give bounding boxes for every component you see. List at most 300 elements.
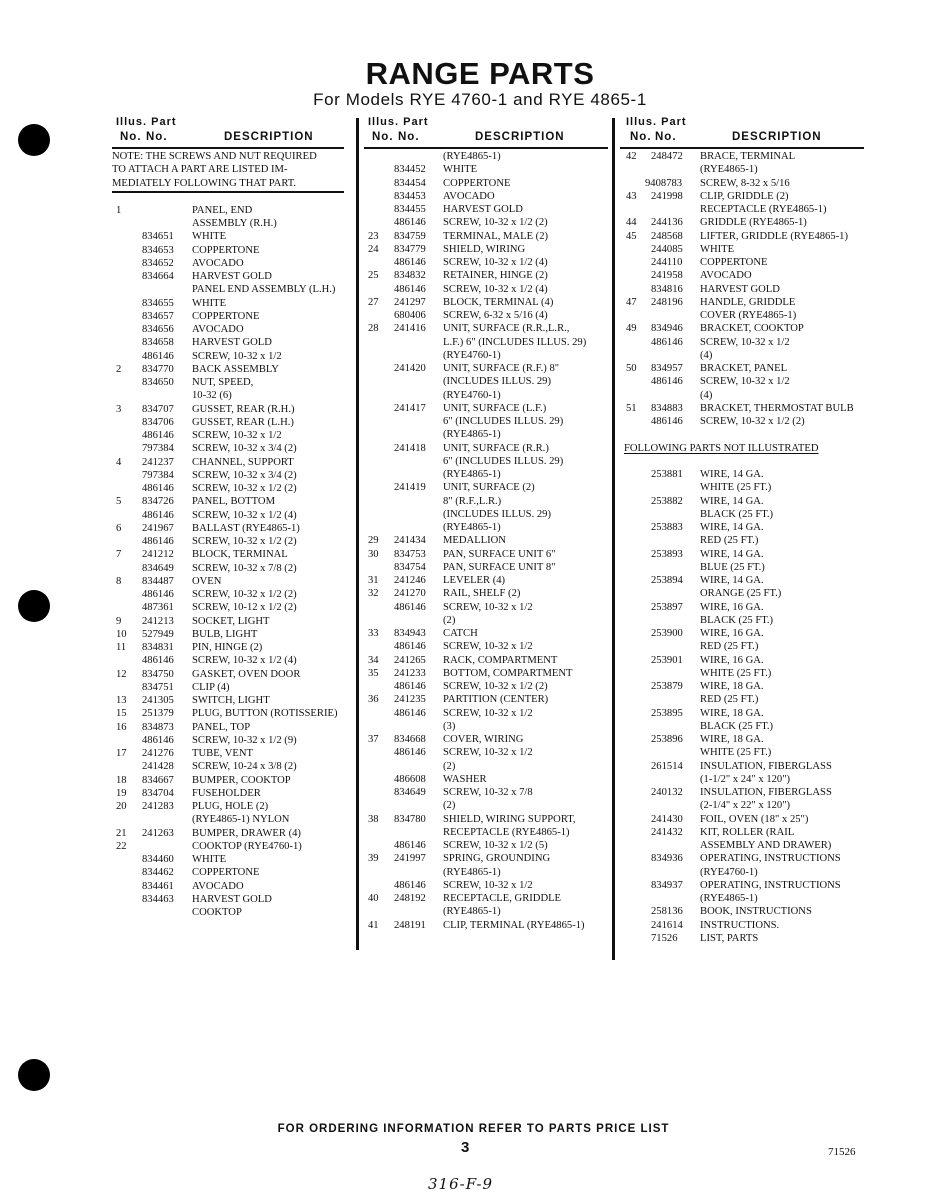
part-number: 834650: [142, 377, 174, 388]
table-row: [620, 601, 870, 614]
part-description: (INCLUDES ILLUS. 29): [443, 376, 551, 388]
part-description: L.F.) 6" (INCLUDES ILLUS. 29): [443, 336, 587, 348]
part-description: (2-1/4" x 22" x 120"): [700, 800, 791, 812]
table-row: [620, 667, 870, 680]
table-row: [620, 574, 870, 587]
table-row: [364, 402, 610, 415]
illus-number: 40: [368, 893, 379, 904]
part-description: UNIT, SURFACE (R.R.,L.R.,: [443, 323, 570, 335]
illus-number: 18: [116, 774, 127, 786]
part-description: SCREW, 10-24 x 3/8 (2): [192, 761, 297, 773]
part-description: BRACKET, THERMOSTAT BULB: [700, 402, 854, 414]
punch-hole: [18, 124, 50, 156]
table-row: [364, 190, 610, 203]
part-description: SWITCH, LIGHT: [192, 695, 270, 706]
table-row: [364, 627, 610, 640]
part-number: 834667: [142, 774, 174, 786]
part-number: 241263: [142, 827, 174, 839]
part-number: 248191: [394, 919, 426, 931]
illus-number: 21: [116, 827, 127, 839]
part-number: 834883: [651, 402, 683, 414]
table-row: [112, 283, 352, 296]
table-row: [112, 217, 352, 230]
part-number: 834651: [142, 231, 174, 243]
illus-number: 32: [368, 588, 379, 600]
part-number: 241997: [394, 853, 426, 865]
table-row: [112, 880, 352, 893]
illus-number: 43: [626, 190, 637, 202]
table-row: [112, 270, 352, 283]
table-row: [620, 190, 870, 203]
illus-number: 22: [116, 840, 127, 852]
table-row: [112, 376, 352, 389]
table-row: [364, 680, 610, 693]
part-number: 834658: [142, 337, 174, 349]
table-row: [364, 614, 610, 627]
part-description: COPPERTONE: [192, 244, 260, 256]
part-description: UNIT, SURFACE (R.F.) 8": [443, 363, 560, 374]
part-number: 241418: [394, 442, 426, 454]
table-row: [112, 906, 352, 919]
illus-number: 20: [116, 801, 127, 812]
page-subtitle: For Models RYE 4760-1 and RYE 4865-1: [313, 90, 647, 109]
note-line: MEDIATELY FOLLOWING THAT PART.: [112, 177, 297, 189]
table-row: [364, 720, 610, 733]
part-number: 834649: [394, 787, 426, 798]
part-number: 253882: [651, 495, 683, 507]
table-row: [620, 243, 870, 256]
table-row: [620, 521, 870, 534]
table-row: [112, 654, 352, 667]
part-description: AVOCADO: [443, 190, 495, 202]
table-row: [364, 879, 610, 892]
column-header-illus-part: Illus. Part: [368, 116, 429, 128]
table-row: [364, 813, 610, 826]
table-row: [620, 813, 870, 826]
part-description: SCREW, 10-32 x 1/2 (4): [192, 655, 297, 667]
part-number: 486146: [651, 336, 683, 348]
column-header-part-no: No.: [146, 131, 168, 143]
part-description: AVOCADO: [192, 880, 244, 892]
part-description: FUSEHOLDER: [192, 787, 261, 799]
illus-number: 8: [116, 575, 122, 587]
illus-number: 33: [368, 628, 379, 639]
part-number: 486146: [142, 734, 174, 746]
part-number: 241297: [394, 296, 426, 308]
column-header-part-no: No.: [655, 131, 677, 143]
part-number: 253881: [651, 469, 683, 480]
part-number: 241270: [394, 588, 426, 600]
table-row: [620, 693, 870, 706]
table-row: [364, 455, 610, 468]
table-row: [620, 680, 870, 693]
part-description: (RYE4865-1): [443, 866, 501, 878]
column-header-description: DESCRIPTION: [224, 131, 314, 143]
table-row: [112, 535, 352, 548]
table-row: [112, 641, 352, 654]
part-number: 486146: [142, 483, 174, 494]
part-description: BLACK (25 FT.): [700, 720, 774, 732]
part-number: 834943: [394, 628, 426, 639]
table-row: [364, 521, 610, 534]
part-description: (RYE4865-1): [443, 429, 501, 441]
part-description: SHIELD, WIRING SUPPORT,: [443, 813, 576, 825]
table-row: [364, 495, 610, 508]
part-description: BUMPER, DRAWER (4): [192, 827, 301, 839]
part-number: 834657: [142, 310, 174, 322]
table-row: [112, 707, 352, 720]
part-number: 486146: [142, 509, 174, 521]
part-number: 834453: [394, 190, 426, 202]
part-description: UNIT, SURFACE (L.F.): [443, 402, 547, 414]
illus-number: 51: [626, 402, 637, 414]
column-divider: [356, 118, 359, 950]
part-number: 834454: [394, 177, 426, 189]
part-description: HANDLE, GRIDDLE: [700, 296, 796, 308]
table-row: [112, 721, 352, 734]
table-row: [112, 429, 352, 442]
table-row: [620, 866, 870, 879]
table-row: [620, 534, 870, 547]
table-row: [364, 707, 610, 720]
part-description: GUSSET, REAR (L.H.): [192, 416, 294, 428]
part-description: (RYE4760-1): [700, 866, 758, 878]
table-row: [620, 309, 870, 322]
table-row: [620, 375, 870, 388]
part-number: 486146: [394, 283, 426, 295]
column-header-part-no: No.: [398, 131, 420, 143]
part-description: WHITE: [443, 164, 478, 176]
part-description: BLACK (25 FT.): [700, 614, 774, 626]
table-row: [364, 481, 610, 494]
table-row: [364, 269, 610, 282]
table-row: [364, 309, 610, 322]
table-row: [620, 654, 870, 667]
part-number: 834726: [142, 496, 174, 508]
part-description: BLOCK, TERMINAL: [192, 549, 288, 561]
part-description: WHITE (25 FT.): [700, 482, 772, 494]
document-code: 71526: [828, 1146, 856, 1158]
part-description: WIRE, 16 GA.: [700, 654, 764, 666]
part-number: 244110: [651, 257, 683, 268]
part-number: 241283: [142, 801, 174, 812]
illus-number: 1: [116, 204, 122, 216]
table-row: [364, 892, 610, 905]
punch-hole: [18, 590, 50, 622]
table-row: [112, 575, 352, 588]
part-description: LIFTER, GRIDDLE (RYE4865-1): [700, 230, 849, 242]
part-description: BOOK, INSTRUCTIONS: [700, 906, 812, 918]
illus-number: 5: [116, 496, 122, 508]
part-number: 834653: [142, 244, 174, 256]
part-number: 834937: [651, 879, 683, 891]
part-description: NUT, SPEED,: [192, 377, 254, 388]
part-description: (RYE4865-1): [443, 151, 501, 162]
table-row: [364, 773, 610, 786]
table-row: [364, 177, 610, 190]
table-row: [620, 932, 870, 945]
part-number: 241417: [394, 402, 426, 414]
part-description: SCREW, 6-32 x 5/16 (4): [443, 310, 548, 321]
column-header-description: DESCRIPTION: [475, 131, 565, 143]
table-row: [620, 256, 870, 269]
part-description: CLIP, TERMINAL (RYE4865-1): [443, 919, 585, 931]
table-row: [620, 905, 870, 918]
part-description: SCREW, 10-32 x 1/2: [443, 707, 533, 719]
table-row: [620, 773, 870, 786]
table-row: [112, 615, 352, 628]
part-description: (1-1/2" x 24" x 120"): [700, 773, 791, 785]
part-description: SCREW, 10-32 x 1/2 (2): [192, 536, 297, 547]
part-description: WHITE (25 FT.): [700, 747, 772, 759]
part-description: (RYE4865-1): [700, 893, 758, 904]
part-number: 834753: [394, 548, 426, 560]
table-row: [112, 548, 352, 561]
part-description: (4): [700, 349, 713, 361]
section-heading: FOLLOWING PARTS NOT ILLUSTRATED: [624, 442, 819, 454]
table-row: [112, 469, 352, 482]
illus-number: 31: [368, 575, 379, 586]
part-description: BRACKET, COOKTOP: [700, 323, 804, 335]
table-row: [112, 840, 352, 853]
illus-number: 19: [116, 787, 127, 799]
part-description: LIST, PARTS: [700, 932, 759, 944]
part-number: 253901: [651, 654, 683, 666]
illus-number: 35: [368, 667, 379, 679]
column-header-illus-no: No.: [630, 131, 652, 143]
part-number: 241432: [651, 826, 683, 838]
table-row: [620, 892, 870, 905]
part-description: INSTRUCTIONS.: [700, 919, 780, 931]
part-number: 241233: [394, 667, 426, 679]
table-row: [112, 800, 352, 813]
part-number: 834873: [142, 721, 174, 733]
illus-number: 34: [368, 654, 379, 666]
part-description: RED (25 FT.): [700, 535, 759, 547]
table-row: [364, 163, 610, 176]
part-number: 834452: [394, 164, 426, 176]
part-number: 241235: [394, 694, 426, 706]
part-description: SCREW, 10-32 x 1/2 (2): [443, 217, 548, 229]
part-number: 834655: [142, 297, 174, 309]
column-header-illus-part: Illus. Part: [116, 116, 177, 128]
part-number: 253894: [651, 575, 683, 586]
part-description: SCREW, 10-32 x 1/2 (2): [192, 483, 297, 494]
table-row: [620, 362, 870, 375]
table-row: [112, 734, 352, 747]
part-description: SCREW, 10-32 x 1/2: [443, 601, 533, 613]
part-description: SCREW, 10-32 x 1/2: [700, 336, 790, 348]
parts-list: [620, 150, 870, 945]
table-row: [620, 746, 870, 759]
part-description: SCREW, 10-32 x 1/2 (4): [443, 257, 548, 268]
part-number: 241212: [142, 549, 174, 561]
note-line: NOTE: THE SCREWS AND NUT REQUIRED: [112, 151, 317, 162]
table-row: [112, 813, 352, 826]
table-row: [364, 601, 610, 614]
part-description: SCREW, 10-32 x 7/8 (2): [192, 562, 297, 574]
table-row: [364, 442, 610, 455]
table-row: [364, 468, 610, 481]
part-description: BACK ASSEMBLY: [192, 363, 279, 375]
table-row: [364, 428, 610, 441]
part-number: 834706: [142, 416, 174, 428]
table-row: [620, 402, 870, 415]
part-number: 834779: [394, 243, 426, 255]
illus-number: 12: [116, 668, 127, 680]
column-header-illus-part: Illus. Part: [626, 116, 687, 128]
table-row: [364, 839, 610, 852]
part-number: 486146: [142, 350, 174, 362]
part-description: COPPERTONE: [192, 867, 260, 879]
column-divider: [612, 118, 615, 960]
illus-number: 49: [626, 323, 637, 335]
table-row: [364, 746, 610, 759]
table-row: [620, 826, 870, 839]
part-number: 486608: [394, 773, 426, 785]
part-description: SCREW, 10-32 x 1/2 (9): [192, 734, 297, 746]
part-description: ORANGE (25 FT.): [700, 588, 782, 600]
table-row: [364, 296, 610, 309]
part-description: SCREW, 10-32 x 3/4 (2): [192, 443, 297, 455]
part-number: 486146: [394, 681, 426, 692]
ordering-note: FOR ORDERING INFORMATION REFER TO PARTS PRICE LIST: [277, 1123, 670, 1135]
table-row: [112, 482, 352, 495]
part-description: SPRING, GROUNDING: [443, 853, 551, 865]
table-row: [364, 667, 610, 680]
part-description: WIRE, 18 GA.: [700, 734, 764, 745]
part-description: SCREW, 10-32 x 1/2: [192, 430, 282, 441]
part-number: 241434: [394, 535, 426, 547]
table-row: [112, 601, 352, 614]
part-description: (RYE4865-1) NYLON: [192, 814, 290, 826]
part-description: AVOCADO: [700, 270, 752, 282]
table-row: [364, 786, 610, 799]
table-row: [364, 256, 610, 269]
part-number: 241420: [394, 363, 426, 374]
part-description: WIRE, 16 GA.: [700, 601, 764, 613]
table-row: [620, 468, 870, 481]
part-description: SCREW, 10-32 x 1/2 (4): [192, 509, 297, 521]
part-description: PIN, HINGE (2): [192, 642, 263, 653]
part-number: 486146: [394, 217, 426, 229]
illus-number: 30: [368, 548, 379, 560]
table-row: [364, 389, 610, 402]
part-description: COOKTOP (RYE4760-1): [192, 840, 302, 852]
punch-hole: [18, 1059, 50, 1091]
part-number: 253897: [651, 601, 683, 613]
header-rule: [620, 147, 864, 149]
table-row: [112, 694, 352, 707]
part-number: 797384: [142, 443, 174, 455]
table-row: [112, 323, 352, 336]
table-row: [620, 508, 870, 521]
table-row: [364, 336, 610, 349]
illus-number: 4: [116, 456, 122, 468]
part-number: 834751: [142, 681, 174, 693]
part-description: WIRE, 14 GA.: [700, 575, 764, 586]
part-number: 834487: [142, 575, 174, 587]
illus-number: 25: [368, 270, 379, 282]
table-row: [620, 587, 870, 600]
table-row: [620, 720, 870, 733]
part-number: 486146: [142, 655, 174, 667]
table-row: [364, 866, 610, 879]
illus-number: 24: [368, 243, 379, 255]
table-row: [364, 362, 610, 375]
part-number: 486146: [394, 601, 426, 613]
illus-number: 38: [368, 813, 379, 825]
table-row: [620, 919, 870, 932]
part-description: PANEL, BOTTOM: [192, 496, 275, 508]
part-number: 71526: [651, 932, 678, 944]
part-number: 241967: [142, 522, 174, 534]
part-number: 241237: [142, 456, 174, 468]
illus-number: 11: [116, 642, 127, 653]
part-number: 241265: [394, 654, 426, 666]
table-row: [364, 733, 610, 746]
part-description: WHITE: [700, 243, 735, 255]
table-row: [112, 403, 352, 416]
part-description: 8" (R.F.,L.R.): [443, 495, 502, 507]
table-row: [620, 707, 870, 720]
part-description: GRIDDLE (RYE4865-1): [700, 217, 807, 229]
part-description: AVOCADO: [192, 257, 244, 269]
table-row: [620, 163, 870, 176]
illus-number: 42: [626, 151, 637, 162]
table-row: [620, 733, 870, 746]
part-number: 834957: [651, 363, 683, 374]
part-description: SCREW, 10-32 x 1/2: [443, 747, 533, 759]
part-number: 486146: [142, 536, 174, 547]
part-description: SHIELD, WIRING: [443, 243, 526, 255]
part-number: 486146: [394, 747, 426, 759]
part-description: (RYE4865-1): [443, 906, 501, 918]
part-description: SCREW, 10-32 x 1/2 (2): [192, 589, 297, 600]
table-row: [364, 534, 610, 547]
part-number: 486146: [651, 376, 683, 388]
part-description: COPPERTONE: [700, 257, 768, 268]
column-header-illus-no: No.: [120, 131, 142, 143]
parts-list: [112, 150, 352, 919]
part-number: 834816: [651, 283, 683, 295]
table-row: [364, 230, 610, 243]
part-description: INSULATION, FIBERGLASS: [700, 760, 832, 772]
part-number: 834461: [142, 880, 174, 892]
part-number: 248472: [651, 151, 683, 162]
table-row: [620, 640, 870, 653]
table-row: [112, 827, 352, 840]
part-description: RACK, COMPARTMENT: [443, 654, 558, 666]
part-number: 834664: [142, 271, 174, 282]
table-row: [364, 203, 610, 216]
illus-number: 16: [116, 721, 127, 733]
table-row: [620, 839, 870, 852]
table-row: [620, 415, 870, 428]
part-description: (2): [443, 800, 456, 812]
table-row: [364, 415, 610, 428]
part-description: HARVEST GOLD: [192, 337, 272, 349]
table-row: [112, 681, 352, 694]
section-row: [620, 442, 870, 455]
table-row: [620, 561, 870, 574]
illus-number: 36: [368, 694, 379, 706]
table-row: [620, 799, 870, 812]
part-number: 486146: [394, 641, 426, 653]
part-description: COVER (RYE4865-1): [700, 310, 797, 321]
part-description: CLIP (4): [192, 681, 230, 693]
table-row: [620, 322, 870, 335]
